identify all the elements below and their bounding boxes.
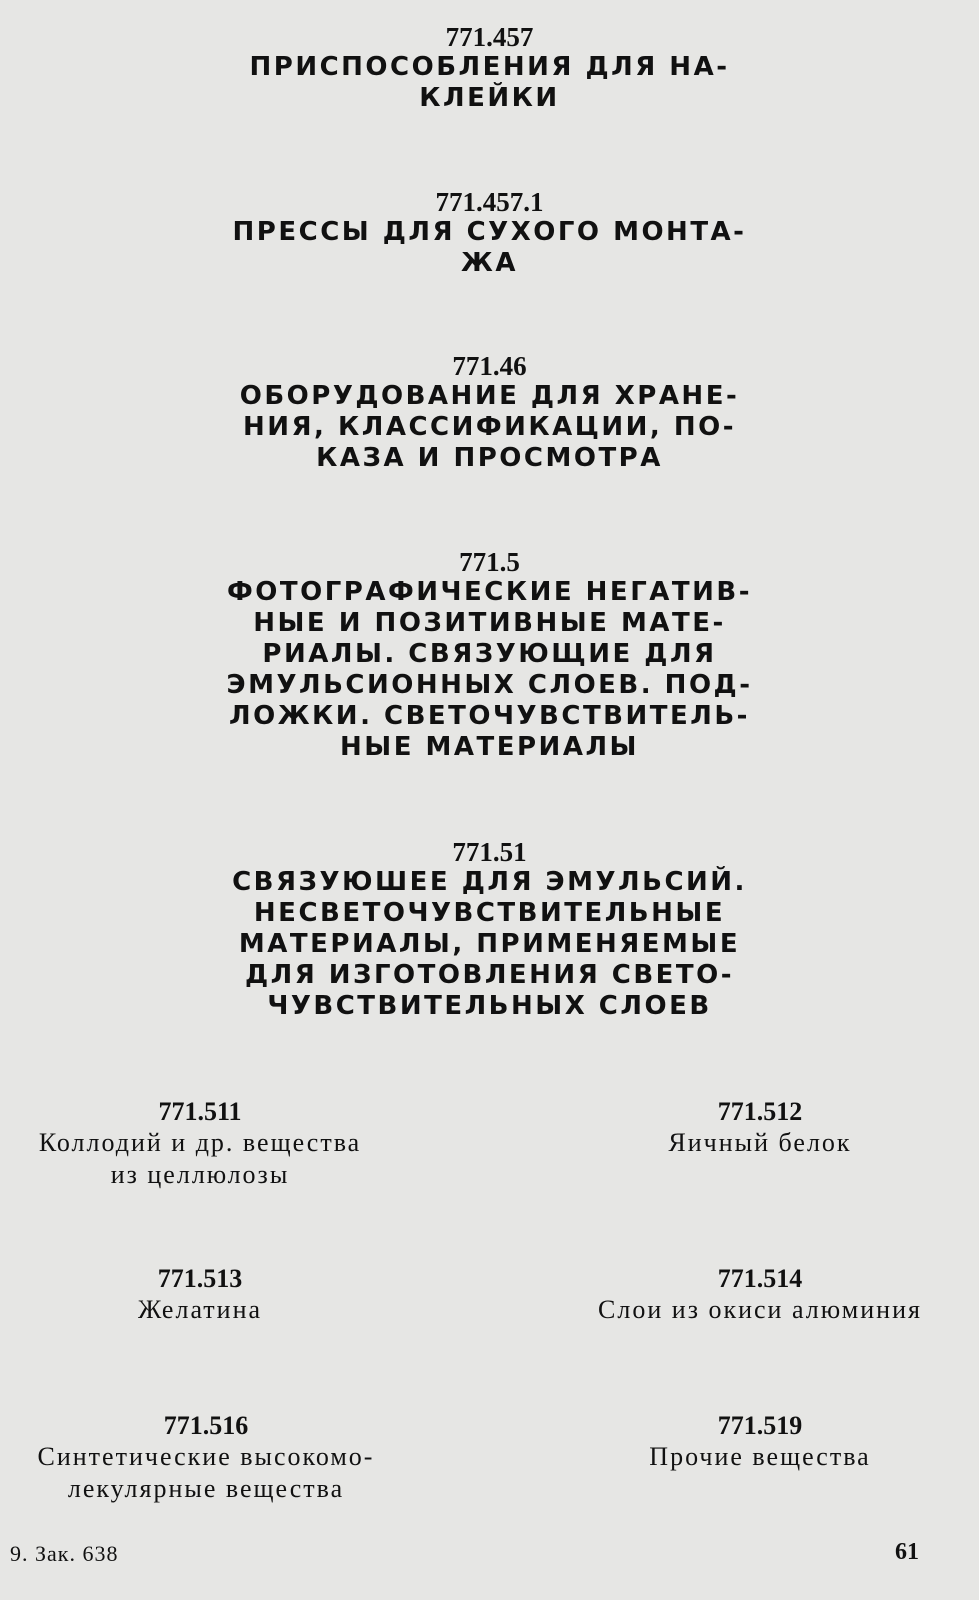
section-771-5 (0, 547, 979, 763)
entry-code: 771.511 (158, 1097, 242, 1126)
entry-text-line: Слои из окиси алюминия (598, 1295, 922, 1324)
footer-print-info: 9. Зак. 638 (10, 1541, 119, 1566)
heading-line: НЫЕ И ПОЗИТИВНЫЕ МАТЕ- (253, 608, 726, 638)
entry-771-513 (0, 1264, 400, 1326)
entry-text-line: Прочие вещества (649, 1442, 871, 1471)
entry-text-line: Яичный белок (668, 1128, 852, 1157)
heading-line: НЫЕ МАТЕРИАЛЫ (340, 732, 639, 762)
section-heading (0, 577, 979, 763)
heading-line: ЛОЖКИ. СВЕТОЧУВСТВИТЕЛЬ- (229, 701, 750, 731)
entry-text-line: Коллодий и др. вещества (38, 1128, 362, 1157)
section-code: 771.51 (452, 837, 527, 867)
entry-text-line: из целлюлозы (110, 1160, 290, 1189)
heading-line: МАТЕРИАЛЫ, ПРИМЕНЯЕМЫЕ (238, 929, 741, 959)
entry-771-511 (0, 1097, 400, 1191)
section-code: 771.5 (459, 547, 520, 577)
heading-line: ПРЕССЫ ДЛЯ СУХОГО МОНТА- (232, 217, 747, 247)
entry-771-516 (0, 1411, 412, 1505)
entry-code: 771.514 (717, 1264, 803, 1293)
entry-771-512 (540, 1097, 979, 1159)
entry-771-514 (540, 1264, 979, 1326)
section-heading (0, 52, 979, 114)
entry-code: 771.519 (717, 1411, 803, 1440)
heading-line: ДЛЯ ИЗГОТОВЛЕНИЯ СВЕТО- (244, 960, 735, 990)
heading-line: НЕСВЕТОЧУВСТВИТЕЛЬНЫЕ (253, 898, 726, 928)
section-heading (0, 217, 979, 279)
heading-line: ЭМУЛЬСИОННЫХ СЛОЕВ. ПОД- (226, 670, 753, 700)
entry-text-line: Синтетические высокомо- (37, 1442, 375, 1471)
page-number: 61 (895, 1539, 919, 1565)
entry-text-line: лекулярные вещества (67, 1474, 345, 1503)
heading-line: НИЯ, КЛАССИФИКАЦИИ, ПО- (243, 412, 736, 442)
section-771-457-1 (0, 187, 979, 279)
heading-line: ЖА (461, 248, 518, 278)
entry-text-line: Желатина (137, 1295, 263, 1324)
heading-line: ФОТОГРАФИЧЕСКИЕ НЕГАТИВ- (226, 577, 752, 607)
entry-code: 771.512 (717, 1097, 803, 1126)
section-771-46 (0, 351, 979, 474)
heading-line: СВЯЗУЮШЕЕ ДЛЯ ЭМУЛЬСИЙ. (232, 867, 747, 897)
section-771-457 (0, 22, 979, 114)
heading-line: КАЗА И ПРОСМОТРА (316, 443, 663, 473)
section-code: 771.457.1 (435, 187, 544, 217)
heading-line: ПРИСПОСОБЛЕНИЯ ДЛЯ НА- (249, 52, 730, 82)
section-771-51 (0, 837, 979, 1022)
heading-line: ЧУВСТВИТЕЛЬНЫХ СЛОЕВ (267, 991, 712, 1021)
section-code: 771.46 (452, 351, 527, 381)
section-heading (0, 867, 979, 1022)
heading-line: КЛЕЙКИ (419, 83, 560, 113)
entry-771-519 (540, 1411, 979, 1473)
heading-line: РИАЛЫ. СВЯЗУЮЩИЕ ДЛЯ (262, 639, 717, 669)
entry-code: 771.513 (157, 1264, 243, 1293)
heading-line: ОБОРУДОВАНИЕ ДЛЯ ХРАНЕ- (239, 381, 740, 411)
section-code: 771.457 (445, 22, 534, 52)
entry-code: 771.516 (163, 1411, 249, 1440)
section-heading (0, 381, 979, 474)
